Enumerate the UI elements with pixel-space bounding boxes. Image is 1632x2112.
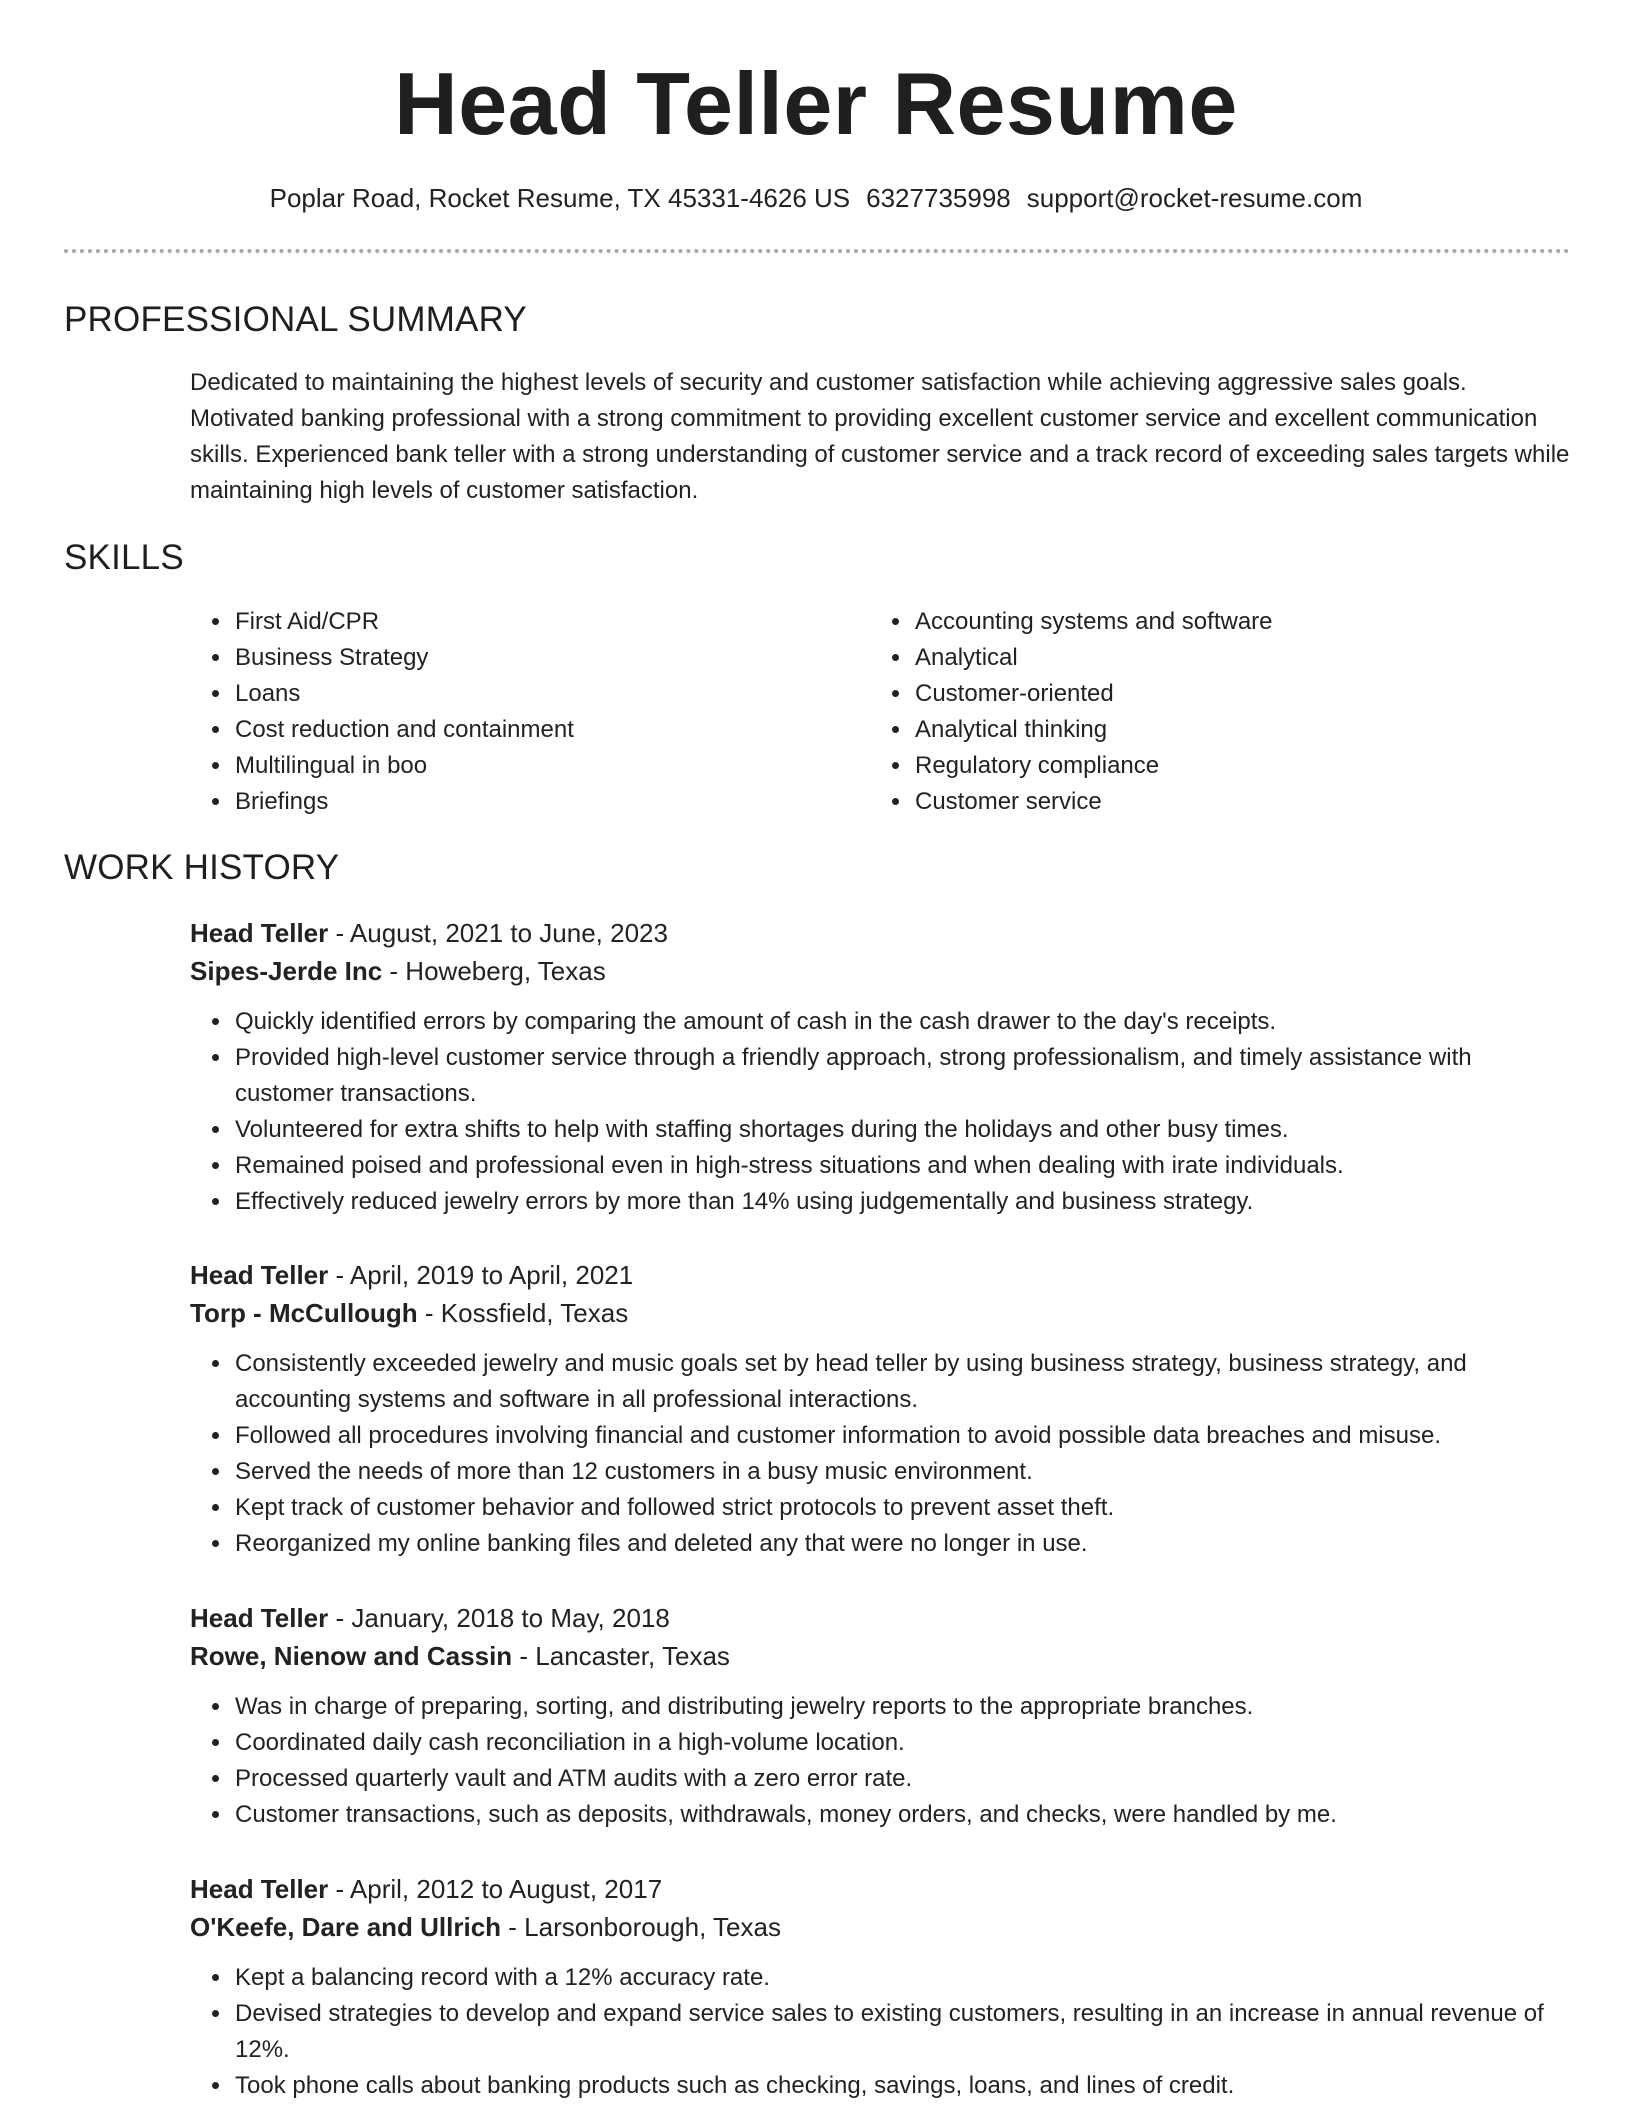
skill-item: • Regulatory compliance (913, 748, 1613, 784)
skill-item: • Multilingual in boo (233, 748, 853, 784)
job-role-line (190, 914, 1570, 952)
job-dates: - August, 2021 to June, 2023 (328, 918, 668, 948)
job-entry (190, 1870, 1570, 2104)
job-role: Head Teller (190, 1260, 329, 1290)
job-company: Sipes-Jerde Inc (190, 956, 383, 986)
job-location: - Lancaster, Texas (512, 1641, 730, 1671)
job-role-line (190, 1870, 1570, 1908)
job-bullet: • Took phone calls about banking products such as checking, savings, loans, and lines of credit. (233, 2068, 1570, 2104)
job-company-line (190, 952, 1570, 990)
skill-item: • First Aid/CPR (233, 604, 853, 640)
job-dates: - April, 2019 to April, 2021 (328, 1260, 634, 1290)
skills-list-right (870, 604, 1613, 820)
skill-item: • Cost reduction and containment (233, 712, 853, 748)
job-bullet: • Was in charge of preparing, sorting, and distributing jewelry reports to the appropriate branches. (233, 1689, 1570, 1725)
job-bullet: • Provided high-level customer service through a friendly approach, strong professionalism, and timely assistance with customer transactions. (233, 1040, 1570, 1112)
job-company: Torp - McCullough (190, 1298, 418, 1328)
job-role: Head Teller (190, 1874, 329, 1904)
contact-phone: 6327735998 (866, 183, 1011, 213)
job-bullet: • Served the needs of more than 12 customers in a busy music environment. (233, 1454, 1570, 1490)
skill-item: • Business Strategy (233, 640, 853, 676)
contact-email[interactable]: support@rocket-resume.com (1026, 183, 1363, 213)
skill-item: • Analytical (913, 640, 1613, 676)
job-bullet: • Kept a balancing record with a 12% accuracy rate. (233, 1960, 1570, 1996)
skills-list-left (190, 604, 853, 820)
job-role: Head Teller (190, 1603, 329, 1633)
job-company-line (190, 1908, 1570, 1946)
job-bullet: • Devised strategies to develop and expand service sales to existing customers, resulting in an increase in annual revenue of 12%. (233, 1996, 1570, 2068)
job-location: - Kossfield, Texas (417, 1298, 629, 1328)
job-entry (190, 1256, 1570, 1562)
job-dates: - January, 2018 to May, 2018 (328, 1603, 670, 1633)
job-bullet: • Followed all procedures involving financial and customer information to avoid possible data breaches and misuse. (233, 1418, 1570, 1454)
job-bullets (190, 1346, 1570, 1562)
job-entry (190, 1599, 1570, 1833)
job-bullet: • Remained poised and professional even in high-stress situations and when dealing with irate individuals. (233, 1148, 1570, 1184)
job-entry (190, 914, 1570, 1220)
job-bullet: • Volunteered for extra shifts to help with staffing shortages during the holidays and other busy times. (233, 1112, 1570, 1148)
skill-item: • Briefings (233, 784, 853, 820)
job-company-line (190, 1294, 1570, 1332)
job-company-line (190, 1637, 1570, 1675)
contact-address: Poplar Road, Rocket Resume, TX 45331-4626 US (269, 183, 851, 213)
job-bullet: • Effectively reduced jewelry errors by more than 14% using judgementally and business strategy. (233, 1184, 1570, 1220)
skill-item: • Customer-oriented (913, 676, 1613, 712)
section-title-summary: PROFESSIONAL SUMMARY (64, 300, 527, 339)
job-bullet: • Customer transactions, such as deposits, withdrawals, money orders, and checks, were handled by me. (233, 1797, 1570, 1833)
summary-text: Dedicated to maintaining the highest levels of security and customer satisfaction while achieving aggressive sales goals. Motivated banking professional with a strong commitment to providing excellent customer service and excellent communication skills. Experienced bank teller with a strong understanding of customer service and a track record of exceeding sales targets while maintaining high levels of customer satisfaction. (190, 369, 1570, 504)
job-bullets (190, 1689, 1570, 1833)
job-dates: - April, 2012 to August, 2017 (328, 1874, 663, 1904)
section-title-work-history: WORK HISTORY (64, 848, 340, 887)
job-bullet: • Consistently exceeded jewelry and music goals set by head teller by using business strategy, business strategy, and accounting systems and software in all professional interactions. (233, 1346, 1570, 1418)
job-location: - Howeberg, Texas (382, 956, 606, 986)
job-bullet: • Reorganized my online banking files and deleted any that were no longer in use. (233, 1526, 1570, 1562)
header-divider (64, 249, 1570, 253)
skill-item: • Analytical thinking (913, 712, 1613, 748)
job-bullet: • Kept track of customer behavior and followed strict protocols to prevent asset theft. (233, 1490, 1570, 1526)
job-bullets (190, 1004, 1570, 1220)
job-location: - Larsonborough, Texas (501, 1912, 781, 1942)
skill-item: • Customer service (913, 784, 1613, 820)
job-role-line (190, 1599, 1570, 1637)
resume-title: Head Teller Resume (394, 54, 1238, 153)
job-bullet: • Quickly identified errors by comparing the amount of cash in the cash drawer to the day's receipts. (233, 1004, 1570, 1040)
job-company: Rowe, Nienow and Cassin (190, 1641, 513, 1671)
skill-item: • Accounting systems and software (913, 604, 1613, 640)
skill-item: • Loans (233, 676, 853, 712)
job-role-line (190, 1256, 1570, 1294)
contact-line (0, 180, 1632, 216)
job-company: O'Keefe, Dare and Ullrich (190, 1912, 502, 1942)
job-role: Head Teller (190, 918, 329, 948)
job-bullets (190, 1960, 1570, 2104)
job-bullet: • Processed quarterly vault and ATM audits with a zero error rate. (233, 1761, 1570, 1797)
section-title-skills: SKILLS (64, 538, 184, 577)
job-bullet: • Coordinated daily cash reconciliation in a high-volume location. (233, 1725, 1570, 1761)
